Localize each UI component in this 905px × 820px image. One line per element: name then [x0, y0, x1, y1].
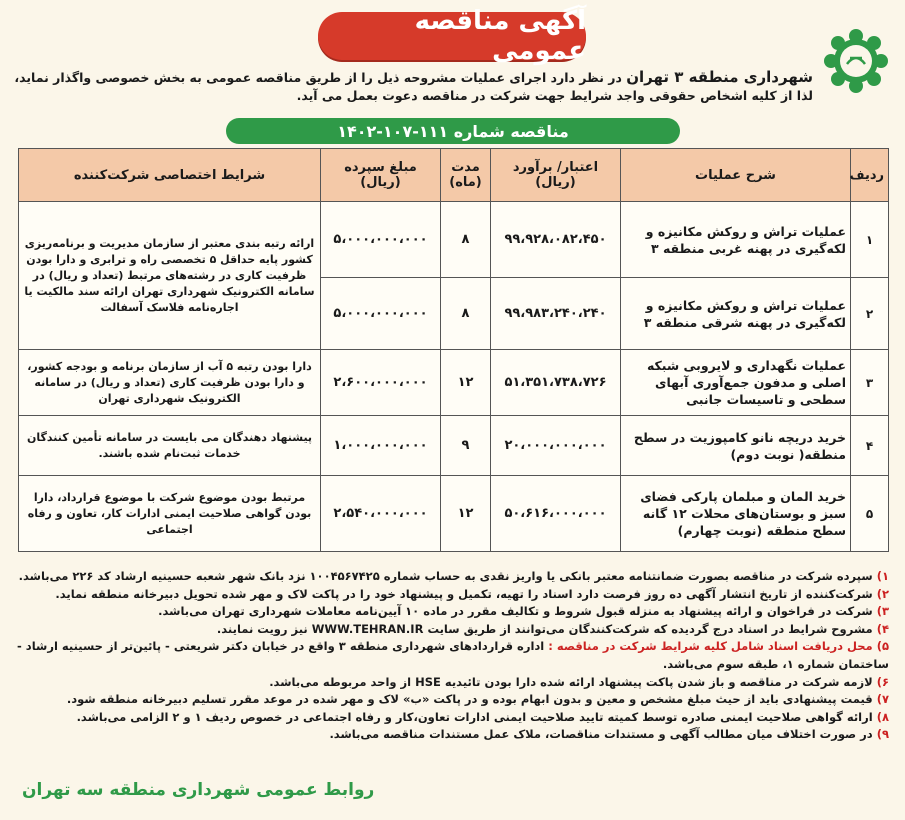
- row-number: ۴: [851, 416, 889, 476]
- table-row: [19, 476, 889, 552]
- note-text: اداره قراردادهای شهرداری منطقه ۳ واقع در خیابان دکتر شریعتی - پائین‌تر از حسینیه ارشاد - ساختمان شماره ۱، طبقه سوم می‌باشد.: [17, 639, 889, 671]
- header-duration: [441, 149, 491, 202]
- note-text: سپرده شرکت در مناقصه بصورت ضمانتنامه معتبر بانکی یا واریز نقدی به حساب شماره ۱۰۰۴۵۶۷۴۲۵ نزد بانک شهر شعبه حسینیه ارشاد کد ۲۲۶ می‌باشد.: [18, 569, 873, 583]
- org-name: شهرداری منطقه ۳ تهران: [626, 68, 813, 86]
- footer-signature: روابط عمومی شهرداری منطقه سه تهران: [22, 780, 375, 800]
- row-budget: ۵۱،۳۵۱،۷۳۸،۷۲۶: [491, 350, 621, 416]
- note-item: [17, 691, 889, 709]
- table-row: [19, 202, 889, 278]
- header-budget-label: اعتبار/ برآورد: [512, 160, 599, 175]
- header-conditions: شرایط اختصاصی شرکت‌کننده: [19, 149, 321, 202]
- row-budget: ۹۹،۹۲۸،۰۸۲،۴۵۰: [491, 202, 621, 278]
- row-conditions: پیشنهاد دهندگان می بایست در سامانه تأمین کنندگان خدمات ثبت‌نام شده باشند.: [19, 416, 321, 476]
- row-number: ۱: [851, 202, 889, 278]
- header-duration-label: مدت: [451, 160, 480, 175]
- note-item: [17, 726, 889, 744]
- header-budget: [491, 149, 621, 202]
- row-deposit: ۲،۶۰۰،۰۰۰،۰۰۰: [321, 350, 441, 416]
- note-item: [17, 603, 889, 621]
- note-text: در صورت اختلاف میان مطالب آگهی و مستندات مناقصات، ملاک عمل مستندات مناقصه می‌باشد.: [329, 727, 873, 742]
- note-text: مشروح شرایط در اسناد درج گردیده که شرکت‌کنندگان می‌توانند از طریق سایت WWW.TEHRAN.IR نیز رویت نمایند.: [216, 621, 873, 636]
- note-text: قیمت پیشنهادی باید از حیث مبلغ مشخص و معین و بدون ابهام بوده و در پاکت «ب» لاک و مهر شده در موعد مقرر تسلیم دبیرخانه منطقه شود.: [66, 692, 873, 707]
- row-conditions-merged: ارائه رتبه بندی معتبر از سازمان مدیریت و برنامه‌ریزی کشور پایه حداقل ۵ تخصصی راه و ترابری و دارا بودن ظرفیت کاری در رشته‌های مرتبط (تعداد و ریال) در سامانه الکترونیک شهرداری تهران ارائه سند مالکیت یا اجاره‌نامه فلاسک آسفالت: [19, 202, 321, 350]
- table-row: [19, 350, 889, 416]
- row-duration: ۹: [441, 416, 491, 476]
- note-item: [17, 709, 889, 727]
- note-number: ۸): [876, 709, 889, 724]
- header-row-no: ردیف: [851, 149, 889, 202]
- row-duration: ۱۲: [441, 476, 491, 552]
- row-duration: ۸: [441, 278, 491, 350]
- note-number: ۱): [876, 569, 889, 583]
- intro-line-2: لذا از کلیه اشخاص حقوقی واجد شرایط جهت شرکت در مناقصه دعوت بعمل می آید.: [296, 88, 813, 103]
- row-conditions: مرتبط بودن موضوع شرکت با موضوع قرارداد، دارا بودن گواهی صلاحیت ایمنی ادارات کار، تعاون و رفاه اجتماعی: [19, 476, 321, 552]
- header-deposit-label: مبلغ سپرده: [344, 160, 417, 175]
- row-desc: خرید المان و مبلمان پارکی فضای سبز و بوستان‌های محلات ۱۲ گانه سطح منطقه (نوبت چهارم): [621, 476, 851, 552]
- note-text: ارائه گواهی صلاحیت ایمنی صادره توسط کمیته تایید صلاحیت ایمنی ادارات تعاون،کار و رفاه اجتماعی در خصوص ردیف ۱ و ۲ الزامی می‌باشد.: [76, 709, 873, 724]
- note-number: ۹): [876, 727, 889, 742]
- note-number: ۶): [876, 674, 889, 689]
- page-title: آگهی مناقصه عمومی: [318, 12, 586, 60]
- row-desc: خرید دریچه نانو کامپوزیت در سطح منطقه( نوبت دوم): [621, 416, 851, 476]
- row-number: ۵: [851, 476, 889, 552]
- note-item: [17, 568, 889, 586]
- row-desc: عملیات تراش و روکش مکانیزه و لکه‌گیری در پهنه شرقی منطقه ۳: [621, 278, 851, 350]
- tehran-municipality-logo: [823, 28, 889, 94]
- row-desc: عملیات تراش و روکش مکانیزه و لکه‌گیری در پهنه غربی منطقه ۳: [621, 202, 851, 278]
- table-row: [19, 416, 889, 476]
- note-text: لازمه شرکت در مناقصه و باز شدن پاکت پیشنهاد ارائه شده دارا بودن تائیدیه HSE از واحد مربوطه می‌باشد.: [269, 674, 873, 689]
- note-item: [17, 638, 889, 673]
- row-desc: عملیات نگهداری و لایروبی شبکه اصلی و مدفون جمع‌آوری آبهای سطحی و تاسیسات جانبی: [621, 350, 851, 416]
- header-deposit: [321, 149, 441, 202]
- note-text: شرکت در فراخوان و ارائه پیشنهاد به منزله قبول شروط و تکالیف مقرر در ماده ۱۰ آیین‌نامه معاملات شهرداری تهران می‌باشد.: [158, 604, 873, 619]
- row-budget: ۵۰،۶۱۶،۰۰۰،۰۰۰: [491, 476, 621, 552]
- note-item: [17, 674, 889, 692]
- header-deposit-unit: (ریال): [360, 175, 401, 190]
- header-desc: شرح عملیات: [621, 149, 851, 202]
- header-budget-unit: (ریال): [535, 175, 576, 190]
- row-duration: ۱۲: [441, 350, 491, 416]
- note-highlight: محل دریافت اسناد شامل کلیه شرایط شرکت در مناقصه :: [548, 639, 873, 654]
- row-duration: ۸: [441, 202, 491, 278]
- table-header-row: [19, 149, 889, 202]
- notes-list: [17, 568, 889, 744]
- intro-text: [13, 68, 813, 105]
- tender-number-banner: مناقصه شماره ۱۱۱-۱۰۷-۱۴۰۲: [226, 118, 680, 144]
- row-budget: ۲۰،۰۰۰،۰۰۰،۰۰۰: [491, 416, 621, 476]
- row-deposit: ۱،۰۰۰،۰۰۰،۰۰۰: [321, 416, 441, 476]
- note-number: ۲): [876, 586, 889, 601]
- note-text: شرکت‌کننده از تاریخ انتشار آگهی ده روز فرصت دارد اسناد را تهیه، تکمیل و پیشنهاد خود را در پاکت لاک و مهر شده تحویل دبیرخانه منطقه نماید.: [55, 586, 873, 601]
- row-budget: ۹۹،۹۸۳،۲۴۰،۲۴۰: [491, 278, 621, 350]
- header-duration-unit: (ماه): [449, 175, 482, 190]
- row-number: ۳: [851, 350, 889, 416]
- note-number: ۳): [876, 604, 889, 619]
- row-deposit: ۵،۰۰۰،۰۰۰،۰۰۰: [321, 202, 441, 278]
- note-number: ۴): [876, 621, 889, 636]
- row-deposit: ۵،۰۰۰،۰۰۰،۰۰۰: [321, 278, 441, 350]
- note-number: ۷): [876, 692, 889, 707]
- tender-table: [18, 148, 889, 552]
- row-deposit: ۲،۵۴۰،۰۰۰،۰۰۰: [321, 476, 441, 552]
- note-item: [17, 621, 889, 639]
- intro-line-1: در نظر دارد اجرای عملیات مشروحه ذیل را از طریق مناقصه عمومی به بخش خصوصی واگذار نماید،: [14, 70, 622, 85]
- note-number: ۵): [876, 639, 890, 654]
- row-conditions: دارا بودن رتبه ۵ آب از سازمان برنامه و بودجه کشور، و دارا بودن ظرفیت کاری (تعداد و ریال) در سامانه الکترونیک شهرداری تهران: [19, 350, 321, 416]
- row-number: ۲: [851, 278, 889, 350]
- note-item: [17, 586, 889, 604]
